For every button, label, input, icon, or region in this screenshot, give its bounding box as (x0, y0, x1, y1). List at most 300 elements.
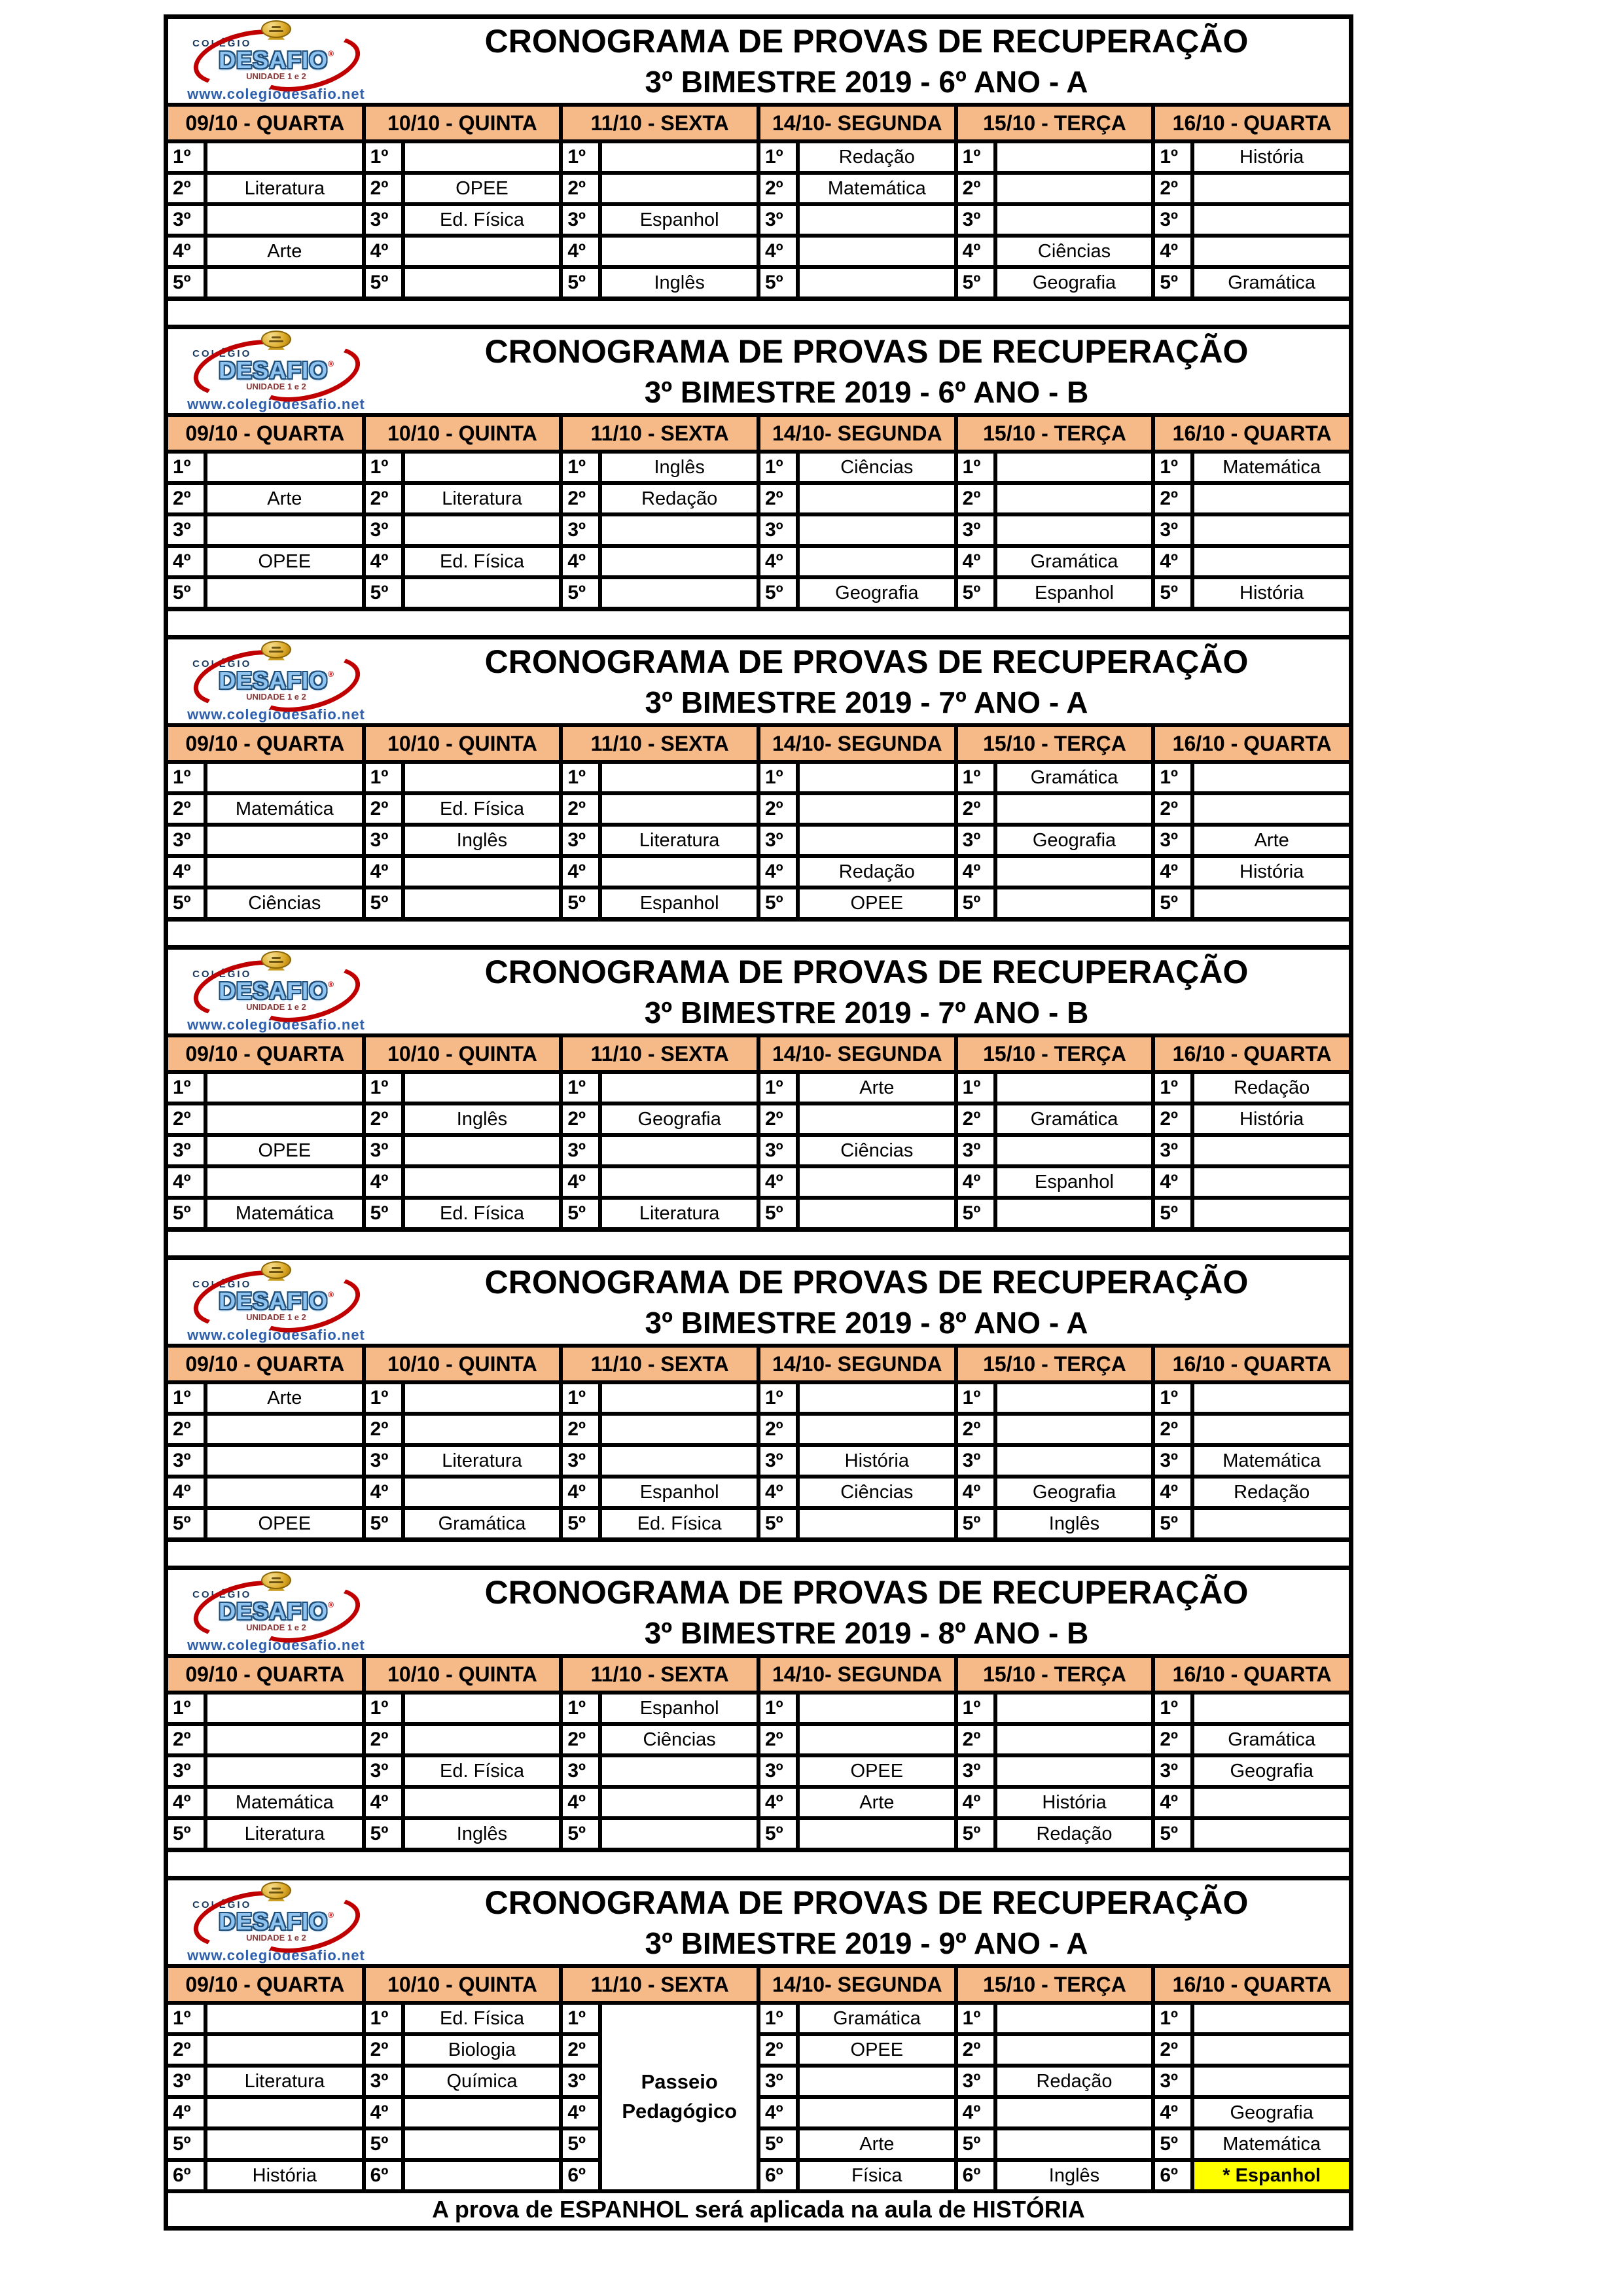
period-label: 5º (958, 1200, 993, 1227)
medal-detail (269, 651, 283, 653)
table-title-block (384, 950, 1349, 1033)
period-label: 1º (563, 454, 598, 481)
period-label: 5º (958, 269, 993, 296)
subject-cell (800, 485, 954, 512)
subject-cell (1194, 1416, 1349, 1443)
period-label: 2º (563, 1726, 598, 1753)
period-label: 3º (1155, 1757, 1190, 1785)
subject-cell: Ed. Física (405, 548, 560, 575)
period-label: 3º (563, 1757, 598, 1785)
unit-label: UNIDADE 1 e 2 (246, 381, 306, 391)
period-label: 1º (760, 764, 796, 791)
period-label: 4º (760, 548, 796, 575)
subject-cell (800, 827, 954, 854)
period-label: 1º (958, 764, 993, 791)
period-label: 4º (1155, 858, 1190, 886)
section-spacer (164, 1542, 1353, 1566)
subject-cell (405, 2162, 560, 2189)
table-title: CRONOGRAMA DE PROVAS DE RECUPERAÇÃO (484, 1884, 1249, 1921)
subject-cell (1194, 485, 1349, 512)
subject-cell: Gramática (405, 1510, 560, 1537)
period-label: 2º (563, 175, 598, 202)
logo-text-block (192, 968, 351, 1013)
subject-cell (405, 1168, 560, 1196)
period-label: 5º (1155, 579, 1190, 607)
subject-cell: Gramática (997, 764, 1152, 791)
subject-cell (405, 858, 560, 886)
subject-cell: Matemática (207, 1200, 362, 1227)
period-label: 4º (168, 1168, 204, 1196)
subject-cell: Ed. Física (405, 206, 560, 234)
day-header: 11/10 - SEXTA (563, 417, 757, 450)
period-label: 1º (168, 143, 204, 171)
subject-cell (207, 269, 362, 296)
logo-text-block (192, 658, 351, 703)
period-label: 4º (168, 2099, 204, 2126)
period-label: 1º (366, 1384, 401, 1412)
period-label: 4º (760, 858, 796, 886)
subject-cell (602, 516, 757, 544)
subject-cell: Literatura (207, 2068, 362, 2095)
day-header: 14/10- SEGUNDA (760, 727, 954, 760)
subject-cell: Matemática (207, 795, 362, 823)
subject-cell (1194, 238, 1349, 265)
day-header: 10/10 - QUINTA (366, 107, 560, 139)
subject-cell (1194, 206, 1349, 234)
day-header: 14/10- SEGUNDA (760, 417, 954, 450)
day-header: 10/10 - QUINTA (366, 1658, 560, 1691)
subject-cell (602, 858, 757, 886)
medal-icon (261, 20, 291, 38)
section-spacer (164, 922, 1353, 945)
subject-cell (405, 238, 560, 265)
period-label: 5º (760, 1820, 796, 1848)
subject-cell (997, 2130, 1152, 2158)
period-label: 5º (168, 2130, 204, 2158)
period-label: 2º (958, 1105, 993, 1133)
period-label: 4º (1155, 238, 1190, 265)
day-header: 15/10 - TERÇA (958, 1658, 1152, 1691)
period-label: 4º (168, 238, 204, 265)
website-label: www.colegiodesafio.net (187, 396, 365, 412)
subject-cell (602, 795, 757, 823)
period-label: 5º (366, 579, 401, 607)
period-label: 1º (366, 1074, 401, 1102)
subject-cell (207, 1726, 362, 1753)
subject-cell (800, 795, 954, 823)
subject-cell: Inglês (405, 827, 560, 854)
period-label: 5º (958, 2130, 993, 2158)
day-header: 10/10 - QUINTA (366, 1037, 560, 1070)
period-label: 1º (958, 1384, 993, 1412)
day-header: 14/10- SEGUNDA (760, 1968, 954, 2001)
period-label: 5º (168, 1820, 204, 1848)
period-label: 2º (958, 795, 993, 823)
unit-label: UNIDADE 1 e 2 (246, 691, 306, 702)
day-header: 11/10 - SEXTA (563, 1968, 757, 2001)
merged-event-line: Pedagógico (622, 2100, 738, 2123)
subject-cell (405, 1074, 560, 1102)
period-label: 5º (760, 889, 796, 917)
subject-cell (997, 795, 1152, 823)
periods-grid (168, 143, 1349, 296)
subject-cell: Ed. Física (405, 795, 560, 823)
subject-cell: Inglês (602, 454, 757, 481)
day-header: 11/10 - SEXTA (563, 1658, 757, 1691)
day-header: 09/10 - QUARTA (168, 417, 362, 450)
day-header: 09/10 - QUARTA (168, 1348, 362, 1380)
subject-cell: História (207, 2162, 362, 2189)
period-label: 3º (563, 2068, 598, 2095)
period-label: 4º (563, 548, 598, 575)
day-header: 16/10 - QUARTA (1155, 727, 1349, 760)
period-label: 1º (168, 1695, 204, 1722)
subject-cell: História (1194, 858, 1349, 886)
brand-label: DESAFIO (219, 1907, 329, 1935)
unit-label: UNIDADE 1 e 2 (246, 1932, 306, 1943)
period-label: 5º (1155, 1510, 1190, 1537)
brand-label: DESAFIO (219, 356, 329, 384)
schedule-table (164, 325, 1353, 611)
period-label: 1º (958, 143, 993, 171)
period-label: 5º (366, 889, 401, 917)
schedule-table (164, 945, 1353, 1232)
period-label: 1º (1155, 454, 1190, 481)
period-label: 1º (563, 2005, 598, 2032)
period-label: 4º (760, 1789, 796, 1816)
period-label: 2º (760, 795, 796, 823)
period-label: 4º (958, 1789, 993, 1816)
period-label: 3º (958, 516, 993, 544)
period-label: 2º (1155, 2036, 1190, 2064)
medal-detail (272, 957, 281, 959)
website-label: www.colegiodesafio.net (187, 1637, 365, 1653)
merged-event-line: Passeio (641, 2070, 718, 2094)
day-header: 11/10 - SEXTA (563, 107, 757, 139)
subject-cell (1194, 1200, 1349, 1227)
period-label: 4º (168, 1789, 204, 1816)
table-subtitle: 3º BIMESTRE 2019 - 6º ANO - A (645, 65, 1088, 99)
subject-cell: Geografia (602, 1105, 757, 1133)
unit-label: UNIDADE 1 e 2 (246, 1622, 306, 1632)
period-label: 3º (168, 827, 204, 854)
subject-cell: Biologia (405, 2036, 560, 2064)
period-label: 4º (760, 1479, 796, 1506)
website-label: www.colegiodesafio.net (187, 86, 365, 102)
subject-cell (997, 2036, 1152, 2064)
subject-cell (1194, 2068, 1349, 2095)
medal-detail (269, 1892, 283, 1893)
period-label: 2º (1155, 485, 1190, 512)
subject-cell (997, 1757, 1152, 1785)
subject-cell (997, 206, 1152, 234)
period-label: 3º (958, 206, 993, 234)
period-label: 5º (366, 269, 401, 296)
subject-cell (800, 1168, 954, 1196)
subject-cell: Inglês (997, 1510, 1152, 1537)
school-logo (168, 1570, 384, 1654)
subject-cell (602, 1416, 757, 1443)
subject-cell (800, 2099, 954, 2126)
registered-mark: ® (328, 48, 334, 58)
subject-cell: Arte (800, 1789, 954, 1816)
schedule-table (164, 14, 1353, 301)
period-label: 2º (958, 175, 993, 202)
medal-detail (272, 1577, 281, 1579)
day-header: 15/10 - TERÇA (958, 1348, 1152, 1380)
period-label: 3º (958, 2068, 993, 2095)
table-header-band (168, 1260, 1349, 1344)
period-label: 1º (563, 143, 598, 171)
period-label: 5º (366, 1820, 401, 1848)
period-label: 4º (366, 858, 401, 886)
subject-cell (997, 485, 1152, 512)
day-header: 14/10- SEGUNDA (760, 1348, 954, 1380)
period-label: 3º (1155, 827, 1190, 854)
subject-cell (800, 764, 954, 791)
footnote: A prova de ESPANHOL será aplicada na aula de HISTÓRIA (168, 2193, 1349, 2226)
table-subtitle: 3º BIMESTRE 2019 - 8º ANO - A (645, 1306, 1088, 1340)
subject-cell (405, 143, 560, 171)
subject-cell (997, 143, 1152, 171)
subject-cell (1194, 548, 1349, 575)
period-label: 1º (760, 2005, 796, 2032)
period-label: 6º (366, 2162, 401, 2189)
period-label: 2º (168, 795, 204, 823)
registered-mark: ® (328, 979, 334, 989)
subject-cell (207, 1416, 362, 1443)
table-subtitle: 3º BIMESTRE 2019 - 7º ANO - B (644, 996, 1089, 1030)
period-label: 5º (760, 269, 796, 296)
subject-cell: Matemática (207, 1789, 362, 1816)
period-label: 2º (760, 1726, 796, 1753)
period-label: 4º (1155, 2099, 1190, 2126)
brand-label: DESAFIO (219, 1287, 329, 1314)
college-label: COLÉGIO (192, 1588, 252, 1600)
period-label: 5º (1155, 889, 1190, 917)
period-label: 3º (168, 1757, 204, 1785)
subject-cell: Inglês (602, 269, 757, 296)
website-label: www.colegiodesafio.net (187, 1327, 365, 1343)
subject-cell: História (997, 1789, 1152, 1816)
subject-cell: Matemática (800, 175, 954, 202)
period-label: 3º (366, 206, 401, 234)
period-label: 1º (760, 1384, 796, 1412)
subject-cell (207, 454, 362, 481)
period-label: 5º (563, 1510, 598, 1537)
periods-grid (168, 1695, 1349, 1848)
subject-cell (997, 1726, 1152, 1753)
period-label: 4º (563, 238, 598, 265)
subject-cell: Espanhol (602, 1479, 757, 1506)
period-label: 3º (760, 1757, 796, 1785)
period-label: 2º (366, 175, 401, 202)
period-label: 1º (1155, 143, 1190, 171)
section-spacer (164, 1232, 1353, 1255)
table-title-block (384, 329, 1349, 413)
period-label: 4º (168, 548, 204, 575)
section-spacer (164, 611, 1353, 635)
period-label: 1º (168, 454, 204, 481)
subject-cell (1194, 175, 1349, 202)
period-label: 3º (563, 1137, 598, 1164)
schedule-document (164, 14, 1353, 2231)
subject-cell: Ed. Física (602, 1510, 757, 1537)
period-label: 3º (760, 516, 796, 544)
logo-text-block (192, 1899, 351, 1944)
subject-cell (602, 1168, 757, 1196)
period-label: 1º (1155, 764, 1190, 791)
period-label: 2º (366, 1416, 401, 1443)
day-header: 09/10 - QUARTA (168, 1658, 362, 1691)
period-label: 4º (1155, 548, 1190, 575)
subject-cell (800, 548, 954, 575)
period-label: 3º (1155, 1447, 1190, 1475)
subject-cell (997, 516, 1152, 544)
subject-cell: Literatura (405, 1447, 560, 1475)
table-title-block (384, 1880, 1349, 1964)
schedule-table (164, 1566, 1353, 1852)
subject-cell: OPEE (800, 1757, 954, 1785)
subject-cell (207, 143, 362, 171)
college-label: COLÉGIO (192, 658, 252, 670)
period-label: 5º (366, 2130, 401, 2158)
subject-cell (602, 1789, 757, 1816)
day-header-row (168, 1037, 1349, 1070)
period-label: 1º (958, 454, 993, 481)
period-label: 3º (366, 2068, 401, 2095)
subject-cell: Redação (602, 485, 757, 512)
period-label: 3º (366, 516, 401, 544)
period-label: 3º (168, 1137, 204, 1164)
subject-cell (207, 1447, 362, 1475)
period-label: 1º (958, 1695, 993, 1722)
subject-cell: Espanhol (602, 206, 757, 234)
subject-cell (405, 2130, 560, 2158)
brand-label: DESAFIO (219, 46, 329, 73)
day-header: 16/10 - QUARTA (1155, 1658, 1349, 1691)
school-logo (168, 1880, 384, 1964)
subject-cell: Espanhol (602, 889, 757, 917)
period-label: 4º (366, 1168, 401, 1196)
subject-cell: Geografia (1194, 1757, 1349, 1785)
subject-cell (1194, 1789, 1349, 1816)
subject-cell (405, 1416, 560, 1443)
subject-cell: OPEE (207, 1137, 362, 1164)
table-title-block (384, 19, 1349, 103)
period-label: 6º (760, 2162, 796, 2189)
subject-cell (207, 206, 362, 234)
subject-cell (1194, 1695, 1349, 1722)
college-label: COLÉGIO (192, 968, 252, 980)
subject-cell (207, 2036, 362, 2064)
table-header-band (168, 950, 1349, 1033)
period-label: 5º (958, 579, 993, 607)
subject-cell: Geografia (800, 579, 954, 607)
day-header-row (168, 417, 1349, 450)
day-header: 11/10 - SEXTA (563, 1037, 757, 1070)
subject-cell (800, 206, 954, 234)
subject-cell: Gramática (1194, 1726, 1349, 1753)
subject-cell (405, 764, 560, 791)
period-label: 1º (958, 2005, 993, 2032)
period-label: 1º (1155, 1074, 1190, 1102)
school-logo (168, 950, 384, 1033)
period-label: 5º (958, 1820, 993, 1848)
college-label: COLÉGIO (192, 37, 252, 49)
day-header: 10/10 - QUINTA (366, 1968, 560, 2001)
periods-grid (168, 1384, 1349, 1537)
day-header: 09/10 - QUARTA (168, 727, 362, 760)
medal-detail (269, 1581, 283, 1583)
period-label: 2º (168, 485, 204, 512)
subject-cell (1194, 795, 1349, 823)
subject-cell: Redação (1194, 1074, 1349, 1102)
subject-cell: Ed. Física (405, 1200, 560, 1227)
subject-cell (1194, 2005, 1349, 2032)
period-label: 2º (168, 175, 204, 202)
subject-cell: Matemática (1194, 2130, 1349, 2158)
period-label: 2º (366, 485, 401, 512)
period-label: 2º (563, 485, 598, 512)
subject-cell (602, 1384, 757, 1412)
period-label: 1º (760, 454, 796, 481)
period-label: 2º (958, 1726, 993, 1753)
table-subtitle: 3º BIMESTRE 2019 - 9º ANO - A (645, 1926, 1088, 1960)
table-title: CRONOGRAMA DE PROVAS DE RECUPERAÇÃO (484, 23, 1249, 60)
subject-cell (800, 516, 954, 544)
table-header-band (168, 329, 1349, 413)
subject-cell: Ed. Física (405, 1757, 560, 1785)
medal-detail (272, 336, 281, 338)
period-label: 4º (760, 2099, 796, 2126)
medal-icon (261, 1882, 291, 1899)
period-label: 3º (366, 1447, 401, 1475)
period-label: 4º (958, 1168, 993, 1196)
subject-cell: Redação (800, 143, 954, 171)
table-title-block (384, 639, 1349, 723)
subject-cell: Espanhol (602, 1695, 757, 1722)
period-label: 5º (563, 269, 598, 296)
period-label: 4º (958, 238, 993, 265)
period-label: 2º (563, 2036, 598, 2064)
period-label: 4º (760, 1168, 796, 1196)
subject-cell: Redação (1194, 1479, 1349, 1506)
period-label: 1º (760, 1074, 796, 1102)
period-label: 5º (760, 1200, 796, 1227)
day-header: 14/10- SEGUNDA (760, 107, 954, 139)
period-label: 6º (1155, 2162, 1190, 2189)
subject-cell: Literatura (207, 1820, 362, 1848)
period-label: 2º (563, 795, 598, 823)
day-header: 14/10- SEGUNDA (760, 1658, 954, 1691)
period-label: 1º (563, 1074, 598, 1102)
schedule-table (164, 1255, 1353, 1542)
subject-cell (405, 889, 560, 917)
table-header-band (168, 639, 1349, 723)
subject-cell (997, 1137, 1152, 1164)
subject-cell (1194, 764, 1349, 791)
period-label: 3º (958, 1447, 993, 1475)
subject-cell (602, 1447, 757, 1475)
table-subtitle: 3º BIMESTRE 2019 - 6º ANO - B (644, 375, 1089, 409)
period-label: 2º (168, 1416, 204, 1443)
table-subtitle: 3º BIMESTRE 2019 - 7º ANO - A (645, 685, 1088, 719)
period-label: 2º (760, 175, 796, 202)
period-label: 5º (366, 1510, 401, 1537)
period-label: 2º (760, 1105, 796, 1133)
period-label: 3º (563, 516, 598, 544)
